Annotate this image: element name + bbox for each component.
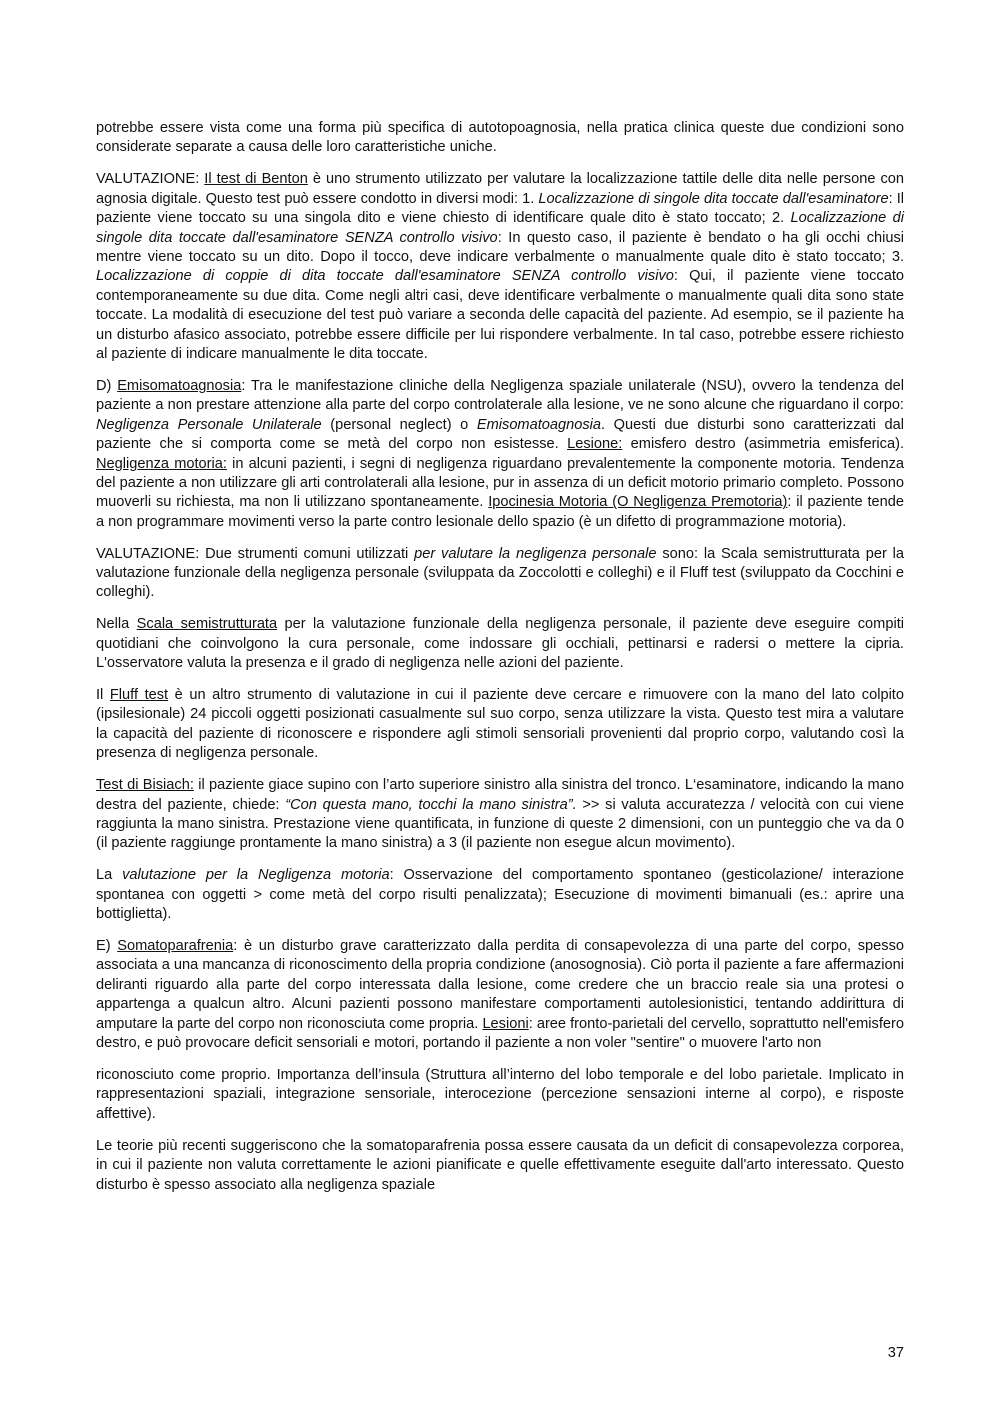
paragraph-negligenza-motoria: La valutazione per la Negligenza motoria: Osservazione del comportamento spontaneo (gesticolazione/ interazione spontanea con oggetti > come metà del corpo risulti penalizzata); Esecuzione di movimenti bimanuali (es.: aprire una bottiglietta).: [96, 867, 904, 923]
paragraph-bisiach-test: Test di Bisiach: il paziente giace supino con l’arto superiore sinistro alla sinistra del tronco. L‘esaminatore, indicando la mano destra del paziente, chiede: “Con questa mano, tocchi la mano sinistra”. >> si valuta accuratezza / velocità con cui viene raggiunta la mano sinistra. Prestazione viene quantificata, in funzione di queste 2 dimensioni, con un punteggio che va da 0 (il paziente raggiunge prontamente la mano sinistra) a 3 (il paziente non esegue alcun movimento).: [96, 777, 905, 852]
paragraph-benton-test: VALUTAZIONE: Il test di Benton è uno strumento utilizzato per valutare la localizzazione tattile delle dita nelle persone con agnosia digitale. Questo test può essere condotto in diversi modi: 1. Localizzazione di singole dita toccate dall'esaminatore: Il paziente viene toccato su una singola dito e viene chiesto di identificare quale dito è stato toccato; 2. Localizzazione di singole dita toccate dall'esaminatore SENZA controllo visivo: In questo caso, il paziente è bendato o ha gli occhi chiusi mentre viene toccato su un dito. Dopo il tocco, deve indicare verbalmente o manualmente quale dito è stato toccato; 3. Localizzazione di coppie di dita toccate dall'esaminatore SENZA controllo visivo: Qui, il paziente viene toccato contemporaneamente su due dita. Come negli altri casi, deve identificare verbalmente o manualmente quali dita sono state toccate. La modalità di esecuzione del test può variare a seconda delle capacità del paziente. Ad esempio, se il paziente ha un disturbo afasico associato, potrebbe essere difficile per lui rispondere verbalmente. In tal caso, potrebbe essere richiesto al paziente di indicare manualmente le dita toccate.: [96, 171, 905, 362]
document-body: [96, 119, 904, 1207]
page-number: 37: [887, 1345, 904, 1361]
paragraph-scala-semistrutturata: Nella Scala semistrutturata per la valutazione funzionale della negligenza personale, il paziente deve eseguire compiti quotidiani che coinvolgono la cura personale, come indossare gli occhiali, pettinarsi e radersi o mettere la cipria. L'osservatore valuta la presenza e il grado di negligenza nelle azioni del paziente.: [96, 616, 904, 672]
paragraph-insula: riconosciuto come proprio. Importanza dell’insula (Struttura all’interno del lobo temporale e del lobo parietale. Implicato in rappresentazioni spaziali, integrazione sensoriale, interocezione (percezione sensazioni interne al corpo), e risposte affettive).: [96, 1066, 904, 1122]
paragraph-somatoparafrenia: E) Somatoparafrenia: è un disturbo grave caratterizzato dalla perdita di consapevolezza di una parte del corpo, spesso associata a una mancanza di riconoscimento della propria condizione (anosognosia). Ciò porta il paziente a fare affermazioni deliranti riguardo alla parte del corpo interessata dalla lesione, come credere che un braccio reale sia una protesi o appartenga a qualcun altro. Alcuni pazienti possono manifestare comportamenti autolesionistici, tentando addirittura di amputare la parte del corpo non riconosciuta come propria. Lesioni: aree fronto-parietali del cervello, soprattutto nell'emisfero destro, e può provocare deficit sensoriali e motori, portando il paziente a non voler "sentire" o muovere l'arto non: [96, 938, 904, 1052]
paragraph-fluff-test: Il Fluff test è un altro strumento di valutazione in cui il paziente deve cercare e rimuovere con la mano del lato colpito (ipsilesionale) 24 piccoli oggetti posizionati casualmente sul suo corpo, senza utilizzare la vista. Questo test mira a valutare la capacità del paziente di riconoscere e rispondere agli stimoli sensoriali provenienti dal proprio corpo, valutando così la presenza di negligenza personale.: [96, 687, 904, 762]
benton-test-term: Il test di Benton: [204, 171, 308, 188]
paragraph-teorie-recenti: Le teorie più recenti suggeriscono che la somatoparafrenia possa essere causata da un deficit di consapevolezza corporea, in cui il paziente non valuta correttamente le azioni pianificate e quelle effettivamente eseguite dall'arto interessato. Questo disturbo è spesso associato alla negligenza spaziale: [96, 1137, 904, 1193]
paragraph-emisomatoagnosia: D) Emisomatoagnosia: Tra le manifestazione cliniche della Negligenza spaziale unilaterale (NSU), ovvero la tendenza del paziente a non prestare attenzione alla parte del corpo controlaterale alla lesione, ve ne sono alcune che riguardano il corpo: Negligenza Personale Unilaterale (personal neglect) o Emisomatoagnosia. Questi due disturbi sono caratterizzati dal paziente che si comporta come se metà del corpo non esistesse. Lesione: emisfero destro (asimmetria emisferica). Negligenza motoria: in alcuni pazienti, i segni di negligenza riguardano prevalentemente la componente motoria. Tendenza del paziente a non utilizzare gli arti controlaterali alla lesione, pur in assenza di un deficit motorio primario completo. Possono muoverli su richiesta, ma non li utilizzano spontaneamente. Ipocinesia Motoria (O Negligenza Premotoria): il paziente tende a non programmare movimenti verso la parte contro lesionale dello spazio (è un difetto di programmazione motoria).: [96, 377, 905, 530]
paragraph-valutazione-negligenza: VALUTAZIONE: Due strumenti comuni utilizzati per valutare la negligenza personale sono: la Scala semistrutturata per la valutazione funzionale della negligenza personale (sviluppata da Zoccolotti e colleghi) e il Fluff test (sviluppato da Cocchini e colleghi).: [96, 545, 904, 601]
paragraph-autotopoagnosia: potrebbe essere vista come una forma più specifica di autotopoagnosia, nella pratica clinica queste due condizioni sono considerate separate a causa delle loro caratteristiche uniche.: [96, 120, 904, 156]
